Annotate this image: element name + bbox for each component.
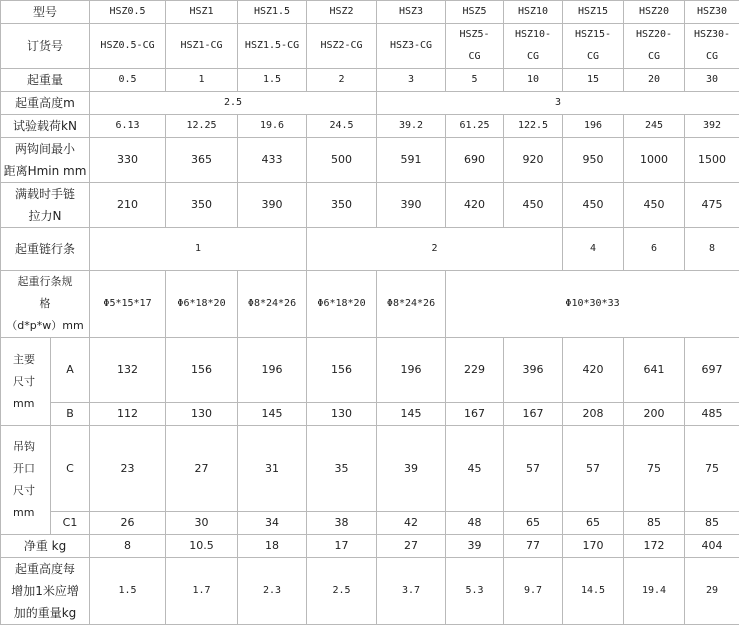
pull-cell: 390 [238, 183, 307, 228]
hmin-cell: 1500 [685, 138, 739, 183]
chain-spec-cell: Φ8*24*26 [377, 271, 446, 338]
hook-c-cell: 39 [377, 426, 446, 512]
pull-cell: 450 [563, 183, 624, 228]
test-load-cell: 245 [624, 115, 685, 138]
test-load-cell: 392 [685, 115, 739, 138]
dim-b-cell: 167 [446, 403, 504, 426]
extra-weight-row [1, 558, 739, 625]
order-cell: HSZ30- CG [685, 24, 739, 69]
net-weight-cell: 27 [377, 535, 446, 558]
dim-b-cell: 208 [563, 403, 624, 426]
hmin-cell: 330 [90, 138, 166, 183]
order-cell: HSZ5- CG [446, 24, 504, 69]
hook-c-cell: 45 [446, 426, 504, 512]
model-cell: HSZ30 [685, 1, 739, 24]
order-row [1, 24, 739, 69]
hook-c-cell: 75 [624, 426, 685, 512]
hmin-label: 两钩间最小 距离Hmin mm [1, 138, 90, 183]
extra-weight-cell: 5.3 [446, 558, 504, 625]
dim-b-row [1, 403, 739, 426]
dim-b-cell: 145 [377, 403, 446, 426]
extra-weight-cell: 1.7 [166, 558, 238, 625]
net-weight-cell: 18 [238, 535, 307, 558]
net-weight-row [1, 535, 739, 558]
capacity-cell: 5 [446, 69, 504, 92]
dim-b-cell: 200 [624, 403, 685, 426]
pull-cell: 450 [504, 183, 563, 228]
chain-falls-cell: 8 [685, 228, 739, 271]
test-load-cell: 6.13 [90, 115, 166, 138]
hmin-cell: 1000 [624, 138, 685, 183]
pull-label: 满载时手链 拉力N [1, 183, 90, 228]
hook-c1-row [1, 512, 739, 535]
extra-weight-cell: 3.7 [377, 558, 446, 625]
chain-falls-cell: 6 [624, 228, 685, 271]
test-load-cell: 61.25 [446, 115, 504, 138]
hook-c-cell: 75 [685, 426, 739, 512]
extra-weight-cell: 2.5 [307, 558, 377, 625]
dim-a-cell: 641 [624, 338, 685, 403]
hook-c1-cell: 42 [377, 512, 446, 535]
hook-c-cell: 57 [504, 426, 563, 512]
capacity-row [1, 69, 739, 92]
hook-dims-label: 吊钩 开口 尺寸 mm [1, 426, 51, 535]
model-cell: HSZ3 [377, 1, 446, 24]
test-load-cell: 12.25 [166, 115, 238, 138]
order-cell: HSZ0.5-CG [90, 24, 166, 69]
capacity-cell: 1.5 [238, 69, 307, 92]
extra-weight-cell: 29 [685, 558, 739, 625]
net-weight-cell: 172 [624, 535, 685, 558]
main-dims-label: 主要 尺寸 mm [1, 338, 51, 426]
dim-b-label: B [51, 403, 90, 426]
hook-c1-cell: 65 [504, 512, 563, 535]
order-cell: HSZ1.5-CG [238, 24, 307, 69]
capacity-cell: 0.5 [90, 69, 166, 92]
lift-height-cell: 3 [377, 92, 739, 115]
hmin-cell: 920 [504, 138, 563, 183]
chain-spec-cell: Φ6*18*20 [166, 271, 238, 338]
hmin-cell: 690 [446, 138, 504, 183]
pull-cell: 420 [446, 183, 504, 228]
order-label: 订货号 [1, 24, 90, 69]
chain-falls-label: 起重链行条 [1, 228, 90, 271]
hook-c1-cell: 26 [90, 512, 166, 535]
order-cell: HSZ2-CG [307, 24, 377, 69]
hmin-cell: 591 [377, 138, 446, 183]
hook-c1-cell: 38 [307, 512, 377, 535]
order-cell: HSZ3-CG [377, 24, 446, 69]
dim-b-cell: 130 [307, 403, 377, 426]
order-cell: HSZ15- CG [563, 24, 624, 69]
capacity-cell: 2 [307, 69, 377, 92]
net-weight-cell: 8 [90, 535, 166, 558]
test-load-row [1, 115, 739, 138]
pull-cell: 210 [90, 183, 166, 228]
pull-cell: 475 [685, 183, 739, 228]
hmin-cell: 433 [238, 138, 307, 183]
hook-c-cell: 31 [238, 426, 307, 512]
model-cell: HSZ20 [624, 1, 685, 24]
test-load-cell: 196 [563, 115, 624, 138]
hmin-cell: 500 [307, 138, 377, 183]
net-weight-cell: 39 [446, 535, 504, 558]
capacity-cell: 1 [166, 69, 238, 92]
capacity-cell: 3 [377, 69, 446, 92]
model-cell: HSZ0.5 [90, 1, 166, 24]
chain-spec-row [1, 271, 739, 338]
dim-a-cell: 229 [446, 338, 504, 403]
lift-height-label: 起重高度m [1, 92, 90, 115]
model-cell: HSZ15 [563, 1, 624, 24]
net-weight-cell: 10.5 [166, 535, 238, 558]
capacity-label: 起重量 [1, 69, 90, 92]
chain-spec-label: 起重行条规 格 （d*p*w）mm [1, 271, 90, 338]
chain-falls-cell: 1 [90, 228, 307, 271]
pull-cell: 350 [166, 183, 238, 228]
dim-a-cell: 196 [377, 338, 446, 403]
model-cell: HSZ1 [166, 1, 238, 24]
dim-b-cell: 167 [504, 403, 563, 426]
hook-c1-cell: 65 [563, 512, 624, 535]
extra-weight-cell: 2.3 [238, 558, 307, 625]
dim-b-cell: 145 [238, 403, 307, 426]
order-cell: HSZ10- CG [504, 24, 563, 69]
chain-spec-cell: Φ6*18*20 [307, 271, 377, 338]
dim-b-cell: 485 [685, 403, 739, 426]
pull-cell: 350 [307, 183, 377, 228]
extra-weight-cell: 14.5 [563, 558, 624, 625]
order-cell: HSZ1-CG [166, 24, 238, 69]
hook-c1-cell: 34 [238, 512, 307, 535]
chain-spec-cell: Φ8*24*26 [238, 271, 307, 338]
hmin-cell: 950 [563, 138, 624, 183]
hook-c1-cell: 30 [166, 512, 238, 535]
chain-spec-cell: Φ5*15*17 [90, 271, 166, 338]
pull-cell: 450 [624, 183, 685, 228]
dim-a-row [1, 338, 739, 403]
test-load-cell: 39.2 [377, 115, 446, 138]
dim-a-label: A [51, 338, 90, 403]
chain-falls-row [1, 228, 739, 271]
hook-c-row [1, 426, 739, 512]
model-row [1, 1, 739, 24]
extra-weight-label: 起重高度每 增加1米应增 加的重量kg [1, 558, 90, 625]
hook-c1-cell: 85 [624, 512, 685, 535]
model-cell: HSZ1.5 [238, 1, 307, 24]
hmin-row [1, 138, 739, 183]
net-weight-label: 净重 kg [1, 535, 90, 558]
dim-a-cell: 697 [685, 338, 739, 403]
lift-height-row [1, 92, 739, 115]
dim-a-cell: 196 [238, 338, 307, 403]
test-load-cell: 19.6 [238, 115, 307, 138]
hook-c-cell: 27 [166, 426, 238, 512]
extra-weight-cell: 1.5 [90, 558, 166, 625]
hook-c-cell: 35 [307, 426, 377, 512]
dim-a-cell: 132 [90, 338, 166, 403]
chain-falls-cell: 4 [563, 228, 624, 271]
hook-c1-label: C1 [51, 512, 90, 535]
capacity-cell: 15 [563, 69, 624, 92]
dim-a-cell: 420 [563, 338, 624, 403]
extra-weight-cell: 19.4 [624, 558, 685, 625]
hmin-cell: 365 [166, 138, 238, 183]
dim-b-cell: 130 [166, 403, 238, 426]
model-label: 型号 [1, 1, 90, 24]
dim-a-cell: 156 [307, 338, 377, 403]
pull-cell: 390 [377, 183, 446, 228]
capacity-cell: 30 [685, 69, 739, 92]
capacity-cell: 20 [624, 69, 685, 92]
net-weight-cell: 404 [685, 535, 739, 558]
extra-weight-cell: 9.7 [504, 558, 563, 625]
dim-b-cell: 112 [90, 403, 166, 426]
hook-c-cell: 57 [563, 426, 624, 512]
net-weight-cell: 17 [307, 535, 377, 558]
test-load-label: 试验载荷kN [1, 115, 90, 138]
net-weight-cell: 170 [563, 535, 624, 558]
pull-row [1, 183, 739, 228]
hook-c1-cell: 48 [446, 512, 504, 535]
hook-c-label: C [51, 426, 90, 512]
model-cell: HSZ10 [504, 1, 563, 24]
hook-c1-cell: 85 [685, 512, 739, 535]
model-cell: HSZ5 [446, 1, 504, 24]
net-weight-cell: 77 [504, 535, 563, 558]
model-cell: HSZ2 [307, 1, 377, 24]
dim-a-cell: 396 [504, 338, 563, 403]
order-cell: HSZ20- CG [624, 24, 685, 69]
test-load-cell: 122.5 [504, 115, 563, 138]
lift-height-cell: 2.5 [90, 92, 377, 115]
chain-spec-cell: Φ10*30*33 [446, 271, 739, 338]
hook-c-cell: 23 [90, 426, 166, 512]
capacity-cell: 10 [504, 69, 563, 92]
dim-a-cell: 156 [166, 338, 238, 403]
chain-falls-cell: 2 [307, 228, 563, 271]
test-load-cell: 24.5 [307, 115, 377, 138]
